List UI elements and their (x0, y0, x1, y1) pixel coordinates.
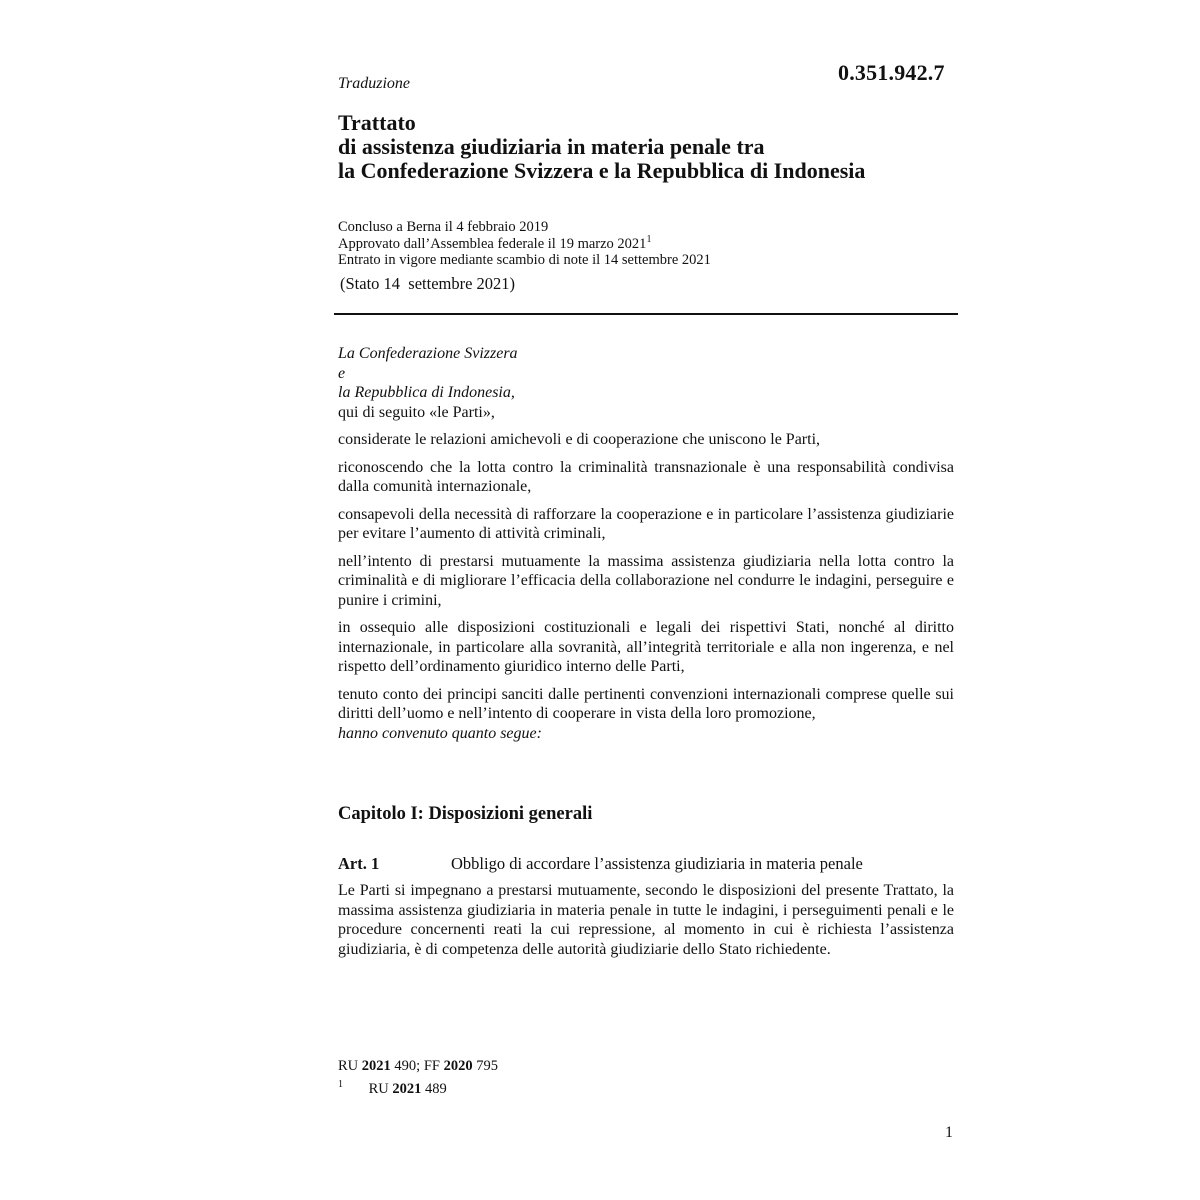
conjunction: e (338, 364, 346, 382)
treaty-metadata (338, 219, 711, 269)
document-title (338, 111, 978, 183)
ru-year: 2021 (361, 1058, 391, 1074)
approved-line (338, 233, 711, 253)
hereinafter-line: qui di seguito «le Parti», (338, 403, 495, 421)
title-line-1: Trattato (338, 110, 416, 135)
preamble-paragraph: nell’intento di prestarsi mutuamente la massima assistenza giudiziaria nella lotta contro la criminalità e di migliorare l’efficacia della collaborazione nel condurre le indagini, perseguire e punire i crimini, (338, 552, 954, 609)
agreed-line: hanno convenuto quanto segue: (338, 724, 542, 742)
translation-label: Traduzione (338, 75, 411, 92)
fn1-prefix: RU (368, 1080, 389, 1097)
party-switzerland: La Confederazione Svizzera (338, 345, 518, 362)
preamble-paragraph: riconoscendo che la lotta contro la criminalità transnazionale è una responsabilità condivisa dalla comunità internazionale, (338, 458, 954, 495)
footnote-1 (338, 1079, 447, 1098)
page-number: 1 (945, 1124, 953, 1141)
status-date: (Stato 14 settembre 2021) (340, 274, 516, 293)
preamble-paragraph: considerate le relazioni amichevoli e di cooperazione che uniscono le Parti, (338, 431, 821, 448)
ff-prefix: FF (423, 1058, 440, 1074)
preamble-paragraph: tenuto conto dei principi sanciti dalle pertinenti convenzioni internazionali comprese quelle sui diritti dell’uomo e nell’intento di cooperare in vista della loro promozione, (338, 685, 954, 722)
footnote-ref-1[interactable]: 1 (646, 233, 652, 245)
ff-page: 795 (476, 1058, 498, 1074)
fn1-year: 2021 (392, 1080, 422, 1097)
sr-number: 0.351.942.7 (838, 60, 945, 85)
fn1-page: 489 (425, 1080, 447, 1097)
ru-page: 490; (394, 1058, 421, 1074)
title-line-3: la Confederazione Svizzera e la Repubblica di Indonesia (338, 158, 866, 183)
header-divider (334, 313, 958, 315)
ru-prefix: RU (338, 1058, 359, 1074)
chapter-title: Capitolo I: Disposizioni generali (338, 804, 593, 824)
ff-year: 2020 (443, 1058, 473, 1074)
approved-text: Approvato dall’Assemblea federale il 19 marzo 2021 (338, 235, 647, 252)
article-title: Obbligo di accordare l’assistenza giudiziaria in materia penale (451, 854, 863, 873)
footnote-mark: 1 (338, 1079, 343, 1090)
entered-line: Entrato in vigore mediante scambio di note il 14 settembre 2021 (338, 252, 711, 268)
party-indonesia: la Repubblica di Indonesia, (338, 384, 515, 401)
footnote-source (338, 1058, 498, 1075)
preamble-paragraph: consapevoli della necessità di rafforzare la cooperazione e in particolare l’assistenza giudiziarie per evitare l’aumento di attività criminali, (338, 505, 954, 542)
article-text: Le Parti si impegnano a prestarsi mutuamente, secondo le disposizioni del presente Trattato, la massima assistenza giudiziaria in materia penale in tutte le indagini, i perseguimenti penali e le procedure concernenti reati la cui repressione, al momento in cui è richiesta l’assistenza giudiziaria, è di competenza delle autorità giudiziarie dello Stato richiedente. (338, 882, 954, 958)
preamble (338, 344, 954, 743)
preamble-paragraph: in ossequio alle disposizioni costituzionali e legali dei rispettivi Stati, nonché al diritto internazionale, in particolare alla sovranità, all’integrità territoriale e alla non ingerenza, e nel rispetto dell’ordinamento giuridico interno delle Parti, (338, 619, 954, 675)
article-number: Art. 1 (338, 854, 380, 873)
concluded-line: Concluso a Berna il 4 febbraio 2019 (338, 219, 549, 235)
title-line-2: di assistenza giudiziaria in materia penale tra (338, 134, 765, 159)
